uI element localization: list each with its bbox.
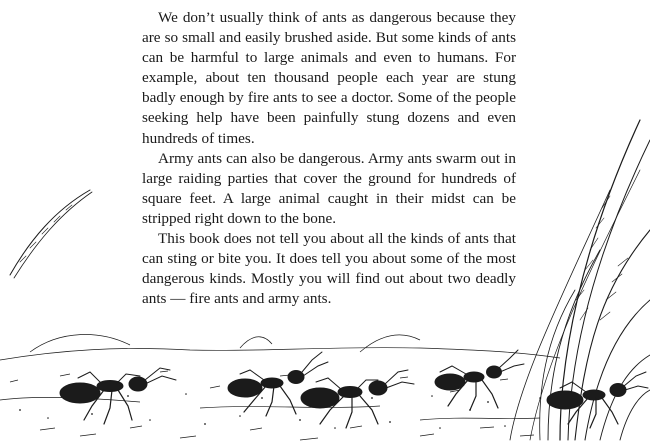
ant-3: [301, 370, 414, 428]
paragraph-1: We don’t usually think of ants as dangerous because they are so small and easily brushed aside. But some kinds of ants can be harmful to large animals and even to humans. For example, about ten thousand people each year are stung badly enough by fire ants to see a doctor. Some of the people seeking help have been painfully stung dozens and even hundreds of times.: [142, 9, 516, 147]
grass-blades: [510, 120, 650, 440]
ant-4: [435, 350, 524, 410]
left-grass-blade: [10, 190, 92, 278]
ant-1: [60, 368, 176, 424]
paragraph-2: Army ants can also be dangerous. Army ants swarm out in large raiding parties that cover the ground for hundreds of square feet. A large animal caught in their midst can be stripped right down to the bone.: [142, 149, 516, 227]
paragraph-3: This book does not tell you about all the kinds of ants that can sting or bite you. It does tell you about some of the most dangerous kinds. Mostly you will find out about two deadly ants — fire ants and army ants.: [142, 230, 516, 308]
ant-5: [547, 372, 648, 428]
